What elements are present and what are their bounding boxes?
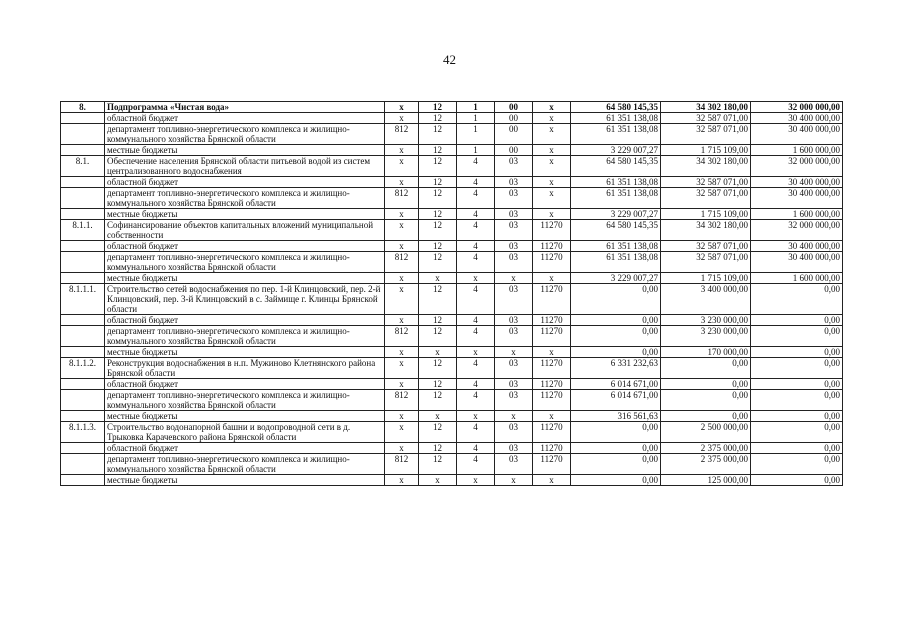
cell-section: 12 — [419, 315, 457, 326]
cell-program: 4 — [457, 252, 495, 273]
cell-name: местные бюджеты — [105, 209, 385, 220]
cell-section: 12 — [419, 252, 457, 273]
cell-amount-1: 64 580 145,35 — [571, 156, 661, 177]
cell-name: Подпрограмма «Чистая вода» — [105, 102, 385, 113]
cell-section: 12 — [419, 113, 457, 124]
cell-amount-3: 30 400 000,00 — [751, 241, 843, 252]
cell-grbs: 812 — [385, 124, 419, 145]
table-row — [61, 411, 843, 422]
cell-amount-3: 0,00 — [751, 284, 843, 315]
table-row — [61, 454, 843, 475]
cell-section: 12 — [419, 209, 457, 220]
cell-direction: 11270 — [533, 454, 571, 475]
cell-section: 12 — [419, 358, 457, 379]
table-row — [61, 422, 843, 443]
cell-direction: 11270 — [533, 379, 571, 390]
table-row — [61, 326, 843, 347]
cell-number — [61, 177, 105, 188]
cell-section: 12 — [419, 379, 457, 390]
table-row — [61, 156, 843, 177]
table-row — [61, 188, 843, 209]
cell-number: 8.1.1. — [61, 220, 105, 241]
cell-subprogram: 03 — [495, 358, 533, 379]
cell-program: 4 — [457, 156, 495, 177]
cell-program: х — [457, 475, 495, 486]
cell-section: 12 — [419, 145, 457, 156]
cell-grbs: 812 — [385, 326, 419, 347]
cell-amount-3: 0,00 — [751, 358, 843, 379]
cell-name: департамент топливно-энергетического комплекса и жилищно-коммунального хозяйства Брянской области — [105, 390, 385, 411]
cell-name: местные бюджеты — [105, 273, 385, 284]
cell-amount-1: 61 351 138,08 — [571, 113, 661, 124]
cell-grbs: х — [385, 379, 419, 390]
cell-grbs: х — [385, 102, 419, 113]
cell-subprogram: 03 — [495, 241, 533, 252]
cell-amount-1: 6 331 232,63 — [571, 358, 661, 379]
table-body — [61, 102, 843, 486]
cell-number — [61, 241, 105, 252]
cell-name: местные бюджеты — [105, 145, 385, 156]
cell-grbs: х — [385, 113, 419, 124]
cell-amount-1: 64 580 145,35 — [571, 220, 661, 241]
cell-number — [61, 411, 105, 422]
cell-direction: 11270 — [533, 241, 571, 252]
cell-subprogram: 03 — [495, 315, 533, 326]
table-row — [61, 220, 843, 241]
cell-direction: х — [533, 347, 571, 358]
cell-direction: х — [533, 475, 571, 486]
cell-program: 4 — [457, 188, 495, 209]
cell-section: х — [419, 411, 457, 422]
cell-amount-3: 0,00 — [751, 454, 843, 475]
cell-grbs: х — [385, 156, 419, 177]
table-row — [61, 315, 843, 326]
cell-program: 4 — [457, 390, 495, 411]
cell-subprogram: 03 — [495, 454, 533, 475]
cell-subprogram: 03 — [495, 209, 533, 220]
cell-direction: 11270 — [533, 390, 571, 411]
cell-amount-2: 3 230 000,00 — [661, 315, 751, 326]
cell-subprogram: х — [495, 475, 533, 486]
cell-number — [61, 113, 105, 124]
cell-program: 4 — [457, 241, 495, 252]
cell-number — [61, 390, 105, 411]
cell-section: 12 — [419, 443, 457, 454]
cell-amount-1: 316 561,63 — [571, 411, 661, 422]
table-row — [61, 177, 843, 188]
cell-amount-1: 6 014 671,00 — [571, 390, 661, 411]
cell-grbs: 812 — [385, 188, 419, 209]
cell-subprogram: 00 — [495, 113, 533, 124]
cell-grbs: х — [385, 358, 419, 379]
cell-amount-1: 0,00 — [571, 347, 661, 358]
cell-grbs: х — [385, 475, 419, 486]
cell-direction: х — [533, 102, 571, 113]
cell-amount-3: 1 600 000,00 — [751, 273, 843, 284]
cell-amount-1: 0,00 — [571, 454, 661, 475]
cell-section: 12 — [419, 422, 457, 443]
cell-amount-2: 2 375 000,00 — [661, 443, 751, 454]
cell-program: 4 — [457, 454, 495, 475]
cell-name: областной бюджет — [105, 241, 385, 252]
cell-number: 8.1.1.2. — [61, 358, 105, 379]
cell-program: 4 — [457, 315, 495, 326]
cell-section: 12 — [419, 284, 457, 315]
cell-number: 8. — [61, 102, 105, 113]
cell-grbs: х — [385, 422, 419, 443]
cell-program: 1 — [457, 124, 495, 145]
cell-grbs: х — [385, 315, 419, 326]
cell-section: 12 — [419, 390, 457, 411]
cell-amount-3: 30 400 000,00 — [751, 188, 843, 209]
cell-program: 4 — [457, 177, 495, 188]
cell-program: 4 — [457, 422, 495, 443]
cell-section: 12 — [419, 102, 457, 113]
cell-direction: 11270 — [533, 443, 571, 454]
cell-direction: х — [533, 273, 571, 284]
cell-amount-2: 1 715 109,00 — [661, 145, 751, 156]
cell-amount-1: 0,00 — [571, 326, 661, 347]
cell-direction: 11270 — [533, 252, 571, 273]
cell-subprogram: 00 — [495, 102, 533, 113]
table-row — [61, 113, 843, 124]
cell-section: 12 — [419, 188, 457, 209]
cell-program: 4 — [457, 358, 495, 379]
cell-amount-1: 0,00 — [571, 284, 661, 315]
cell-amount-2: 32 587 071,00 — [661, 252, 751, 273]
cell-amount-2: 34 302 180,00 — [661, 156, 751, 177]
cell-subprogram: 00 — [495, 124, 533, 145]
cell-amount-1: 64 580 145,35 — [571, 102, 661, 113]
cell-grbs: х — [385, 347, 419, 358]
cell-amount-3: 32 000 000,00 — [751, 156, 843, 177]
cell-amount-2: 32 587 071,00 — [661, 177, 751, 188]
cell-grbs: х — [385, 209, 419, 220]
cell-grbs: 812 — [385, 454, 419, 475]
cell-direction: х — [533, 156, 571, 177]
cell-name: департамент топливно-энергетического комплекса и жилищно-коммунального хозяйства Брянской области — [105, 252, 385, 273]
cell-amount-3: 32 000 000,00 — [751, 220, 843, 241]
cell-program: 4 — [457, 209, 495, 220]
cell-amount-2: 32 587 071,00 — [661, 241, 751, 252]
cell-number — [61, 124, 105, 145]
cell-amount-2: 0,00 — [661, 411, 751, 422]
table-row — [61, 443, 843, 454]
cell-section: 12 — [419, 241, 457, 252]
cell-name: областной бюджет — [105, 177, 385, 188]
cell-section: 12 — [419, 454, 457, 475]
cell-amount-2: 0,00 — [661, 358, 751, 379]
cell-program: 4 — [457, 326, 495, 347]
cell-number — [61, 326, 105, 347]
cell-grbs: 812 — [385, 390, 419, 411]
cell-section: х — [419, 475, 457, 486]
cell-amount-2: 2 500 000,00 — [661, 422, 751, 443]
cell-subprogram: 03 — [495, 390, 533, 411]
cell-name: департамент топливно-энергетического комплекса и жилищно-коммунального хозяйства Брянской области — [105, 454, 385, 475]
cell-name: местные бюджеты — [105, 411, 385, 422]
cell-number — [61, 209, 105, 220]
cell-section: 12 — [419, 177, 457, 188]
cell-subprogram: 03 — [495, 326, 533, 347]
cell-direction: 11270 — [533, 220, 571, 241]
cell-program: х — [457, 273, 495, 284]
cell-direction: х — [533, 145, 571, 156]
cell-amount-3: 0,00 — [751, 326, 843, 347]
cell-amount-3: 30 400 000,00 — [751, 124, 843, 145]
table-row — [61, 124, 843, 145]
cell-amount-3: 30 400 000,00 — [751, 177, 843, 188]
cell-number — [61, 315, 105, 326]
table-row — [61, 252, 843, 273]
cell-subprogram: х — [495, 273, 533, 284]
cell-amount-2: 2 375 000,00 — [661, 454, 751, 475]
cell-grbs: х — [385, 241, 419, 252]
cell-name: областной бюджет — [105, 113, 385, 124]
cell-program: х — [457, 347, 495, 358]
cell-number: 8.1.1.3. — [61, 422, 105, 443]
cell-grbs: х — [385, 411, 419, 422]
cell-name: Реконструкция водоснабжения в н.п. Мужиново Клетнянского района Брянской области — [105, 358, 385, 379]
cell-number — [61, 475, 105, 486]
cell-section: х — [419, 273, 457, 284]
cell-name: областной бюджет — [105, 443, 385, 454]
cell-program: 4 — [457, 284, 495, 315]
cell-grbs: х — [385, 284, 419, 315]
cell-section: 12 — [419, 220, 457, 241]
cell-program: х — [457, 411, 495, 422]
cell-amount-2: 34 302 180,00 — [661, 102, 751, 113]
cell-grbs: х — [385, 177, 419, 188]
cell-program: 1 — [457, 113, 495, 124]
cell-amount-1: 6 014 671,00 — [571, 379, 661, 390]
cell-amount-1: 3 229 007,27 — [571, 209, 661, 220]
cell-number: 8.1. — [61, 156, 105, 177]
table-row — [61, 273, 843, 284]
cell-number — [61, 379, 105, 390]
cell-number — [61, 145, 105, 156]
table-row — [61, 390, 843, 411]
cell-amount-1: 3 229 007,27 — [571, 145, 661, 156]
cell-name: областной бюджет — [105, 379, 385, 390]
table-row — [61, 475, 843, 486]
cell-amount-3: 0,00 — [751, 422, 843, 443]
cell-section: 12 — [419, 156, 457, 177]
cell-subprogram: 03 — [495, 220, 533, 241]
cell-number — [61, 454, 105, 475]
cell-subprogram: х — [495, 347, 533, 358]
cell-amount-3: 0,00 — [751, 475, 843, 486]
cell-subprogram: 03 — [495, 177, 533, 188]
table-row — [61, 145, 843, 156]
cell-subprogram: 03 — [495, 284, 533, 315]
cell-amount-2: 3 400 000,00 — [661, 284, 751, 315]
cell-program: 1 — [457, 102, 495, 113]
cell-name: Обеспечение населения Брянской области питьевой водой из систем централизованного водоснабжения — [105, 156, 385, 177]
cell-amount-3: 0,00 — [751, 315, 843, 326]
cell-name: местные бюджеты — [105, 475, 385, 486]
table-row — [61, 209, 843, 220]
cell-name: Софинансирование объектов капитальных вложений муниципальной собственности — [105, 220, 385, 241]
cell-section: х — [419, 347, 457, 358]
cell-amount-1: 61 351 138,08 — [571, 124, 661, 145]
cell-number — [61, 252, 105, 273]
cell-direction: х — [533, 411, 571, 422]
cell-number — [61, 347, 105, 358]
cell-direction: 11270 — [533, 358, 571, 379]
cell-name: местные бюджеты — [105, 347, 385, 358]
cell-number: 8.1.1.1. — [61, 284, 105, 315]
cell-direction: х — [533, 124, 571, 145]
cell-program: 4 — [457, 220, 495, 241]
cell-amount-1: 61 351 138,08 — [571, 177, 661, 188]
cell-amount-1: 0,00 — [571, 422, 661, 443]
cell-grbs: 812 — [385, 252, 419, 273]
cell-direction: 11270 — [533, 422, 571, 443]
cell-subprogram: 03 — [495, 422, 533, 443]
cell-number — [61, 273, 105, 284]
cell-grbs: х — [385, 443, 419, 454]
cell-name: областной бюджет — [105, 315, 385, 326]
cell-name: Строительство сетей водоснабжения по пер. 1-й Клинцовский, пер. 2-й Клинцовский, пер. 3-й Клинцовский в с. Займище г. Клинцы Брянской области — [105, 284, 385, 315]
cell-amount-2: 3 230 000,00 — [661, 326, 751, 347]
cell-amount-2: 32 587 071,00 — [661, 188, 751, 209]
cell-amount-3: 1 600 000,00 — [751, 145, 843, 156]
cell-amount-1: 3 229 007,27 — [571, 273, 661, 284]
cell-direction: 11270 — [533, 326, 571, 347]
cell-section: 12 — [419, 124, 457, 145]
cell-amount-2: 34 302 180,00 — [661, 220, 751, 241]
cell-direction: х — [533, 209, 571, 220]
cell-subprogram: 03 — [495, 443, 533, 454]
cell-name: департамент топливно-энергетического комплекса и жилищно-коммунального хозяйства Брянской области — [105, 326, 385, 347]
cell-subprogram: 00 — [495, 145, 533, 156]
cell-program: 1 — [457, 145, 495, 156]
cell-amount-1: 0,00 — [571, 315, 661, 326]
cell-amount-3: 32 000 000,00 — [751, 102, 843, 113]
cell-subprogram: 03 — [495, 252, 533, 273]
table-row — [61, 379, 843, 390]
cell-number — [61, 443, 105, 454]
cell-subprogram: 03 — [495, 379, 533, 390]
cell-amount-2: 32 587 071,00 — [661, 113, 751, 124]
table-row — [61, 241, 843, 252]
cell-program: 4 — [457, 443, 495, 454]
cell-name: департамент топливно-энергетического комплекса и жилищно-коммунального хозяйства Брянской области — [105, 188, 385, 209]
cell-grbs: х — [385, 145, 419, 156]
cell-amount-3: 30 400 000,00 — [751, 113, 843, 124]
cell-number — [61, 188, 105, 209]
cell-section: 12 — [419, 326, 457, 347]
cell-direction: х — [533, 113, 571, 124]
cell-amount-2: 32 587 071,00 — [661, 124, 751, 145]
cell-amount-3: 0,00 — [751, 379, 843, 390]
cell-amount-3: 0,00 — [751, 390, 843, 411]
cell-amount-2: 1 715 109,00 — [661, 273, 751, 284]
cell-program: 4 — [457, 379, 495, 390]
cell-name: департамент топливно-энергетического комплекса и жилищно-коммунального хозяйства Брянской области — [105, 124, 385, 145]
cell-subprogram: 03 — [495, 156, 533, 177]
cell-amount-3: 1 600 000,00 — [751, 209, 843, 220]
page-number: 42 — [443, 52, 456, 67]
cell-amount-1: 0,00 — [571, 475, 661, 486]
table-row — [61, 358, 843, 379]
cell-direction: 11270 — [533, 315, 571, 326]
budget-table — [60, 101, 843, 486]
cell-subprogram: х — [495, 411, 533, 422]
cell-amount-2: 170 000,00 — [661, 347, 751, 358]
cell-direction: х — [533, 177, 571, 188]
cell-name: Строительство водонапорной башни и водопроводной сети в д. Трыковка Карачевского района Брянской области — [105, 422, 385, 443]
cell-direction: 11270 — [533, 284, 571, 315]
cell-grbs: х — [385, 273, 419, 284]
cell-amount-2: 0,00 — [661, 379, 751, 390]
cell-amount-1: 0,00 — [571, 443, 661, 454]
table-row — [61, 284, 843, 315]
cell-amount-3: 0,00 — [751, 347, 843, 358]
cell-direction: х — [533, 188, 571, 209]
cell-amount-3: 30 400 000,00 — [751, 252, 843, 273]
cell-amount-2: 125 000,00 — [661, 475, 751, 486]
cell-amount-3: 0,00 — [751, 443, 843, 454]
table-row — [61, 347, 843, 358]
cell-amount-1: 61 351 138,08 — [571, 241, 661, 252]
cell-amount-1: 61 351 138,08 — [571, 188, 661, 209]
cell-amount-2: 0,00 — [661, 390, 751, 411]
cell-amount-1: 61 351 138,08 — [571, 252, 661, 273]
cell-amount-3: 0,00 — [751, 411, 843, 422]
cell-grbs: х — [385, 220, 419, 241]
table-row — [61, 102, 843, 113]
cell-amount-2: 1 715 109,00 — [661, 209, 751, 220]
cell-subprogram: 03 — [495, 188, 533, 209]
